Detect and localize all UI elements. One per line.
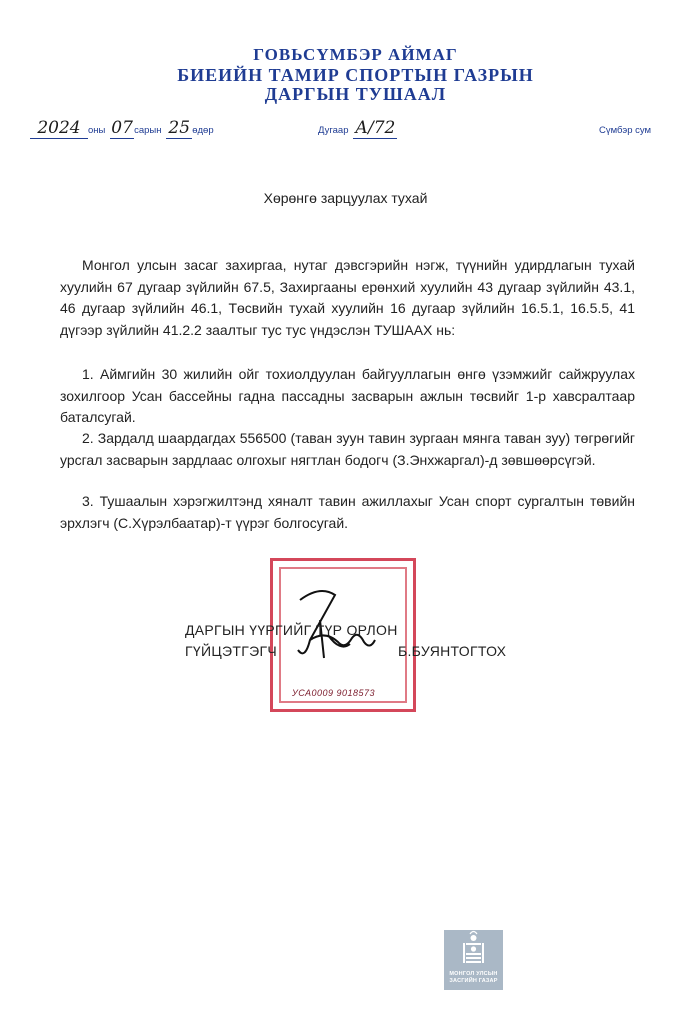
order-number-label: Дугаар <box>318 125 349 136</box>
header-line-3: ДАРГЫН ТУШААЛ <box>264 84 447 104</box>
date-month-label: сарын <box>134 125 162 136</box>
stamp-number: УСА0009 9018573 <box>292 688 376 698</box>
date-year-label: оны <box>88 125 106 136</box>
date-field <box>30 118 214 144</box>
order-item-1: 1. Аймгийн 30 жилийн ойг тохиолдуулан байгууллагын өнгө үзэмжийг сайжруулах зохилгоор Усан бассейны гадна пассадны засварын ажлын төсвийг 1-р хавсралтаар баталсугай. <box>60 366 635 425</box>
order-item-2: 2. Зардалд шаардагдах 556500 (таван зуун тавин зургаан мянга таван зуу) төгрөгийг урсгал засварын зардлаас олгохыг нягтлан бодогч (З.Энхжаргал)-д зөвшөөрсүгэй. <box>60 430 635 468</box>
document-title: Хөрөнгө зарцуулах тухай <box>263 190 428 206</box>
order-item-3: 3. Тушаалын хэрэгжилтэнд хяналт тавин ажиллахыг Усан спорт сургалтын төвийн эрхлэгч (С.Хүрэлбаатар)-т үүрэг болгосугай. <box>60 493 635 531</box>
date-day-label: өдөр <box>192 125 214 136</box>
date-month: 07 <box>111 118 133 138</box>
soyombo-emblem-icon <box>444 930 503 970</box>
place-label: Сүмбэр сум <box>599 125 652 136</box>
logo-text-line-1: МОНГОЛ УЛСЫН <box>449 971 498 977</box>
date-year: 2024 <box>30 118 88 139</box>
date-day: 25 <box>166 118 192 139</box>
header-line-1: ГОВЬСҮМБЭР АЙМАГ <box>253 45 458 64</box>
place-field <box>599 118 651 144</box>
signatory-name: Б.БУЯНТОГТОХ <box>398 643 507 659</box>
signatory-title-line-2: ГҮЙЦЭТГЭГЧ <box>185 643 277 659</box>
header-line-2: БИЕИЙН ТАМИР СПОРТЫН ГАЗРЫН <box>177 65 534 85</box>
logo-text-line-2: ЗАСГИЙН ГАЗАР <box>449 978 498 984</box>
order-number: А/72 <box>355 118 396 138</box>
government-logo <box>444 930 503 990</box>
order-number-field <box>318 118 397 144</box>
signatory-title-line-1: ДАРГЫН ҮҮРГИЙГ ТҮР ОРЛОН <box>185 622 398 638</box>
preamble-paragraph: Монгол улсын засаг захиргаа, нутаг дэвсгэрийн нэгж, түүнийн удирдлагын тухай хуулийн 67 дугаар зүйлийн 67.5, Захиргааны ерөнхий хуулийн 43 дугаар зүйлийн 43.1, 46 дугаар зүйлийн 46.1, Төсвийн тухай хуулийн 16 дугаар зүйлийн 16.5.1, 16.5.5, 41 дүгээр зүйлийн 41.2.2 заалтыг тус тус үндэслэн ТУШААХ нь: <box>60 257 635 338</box>
